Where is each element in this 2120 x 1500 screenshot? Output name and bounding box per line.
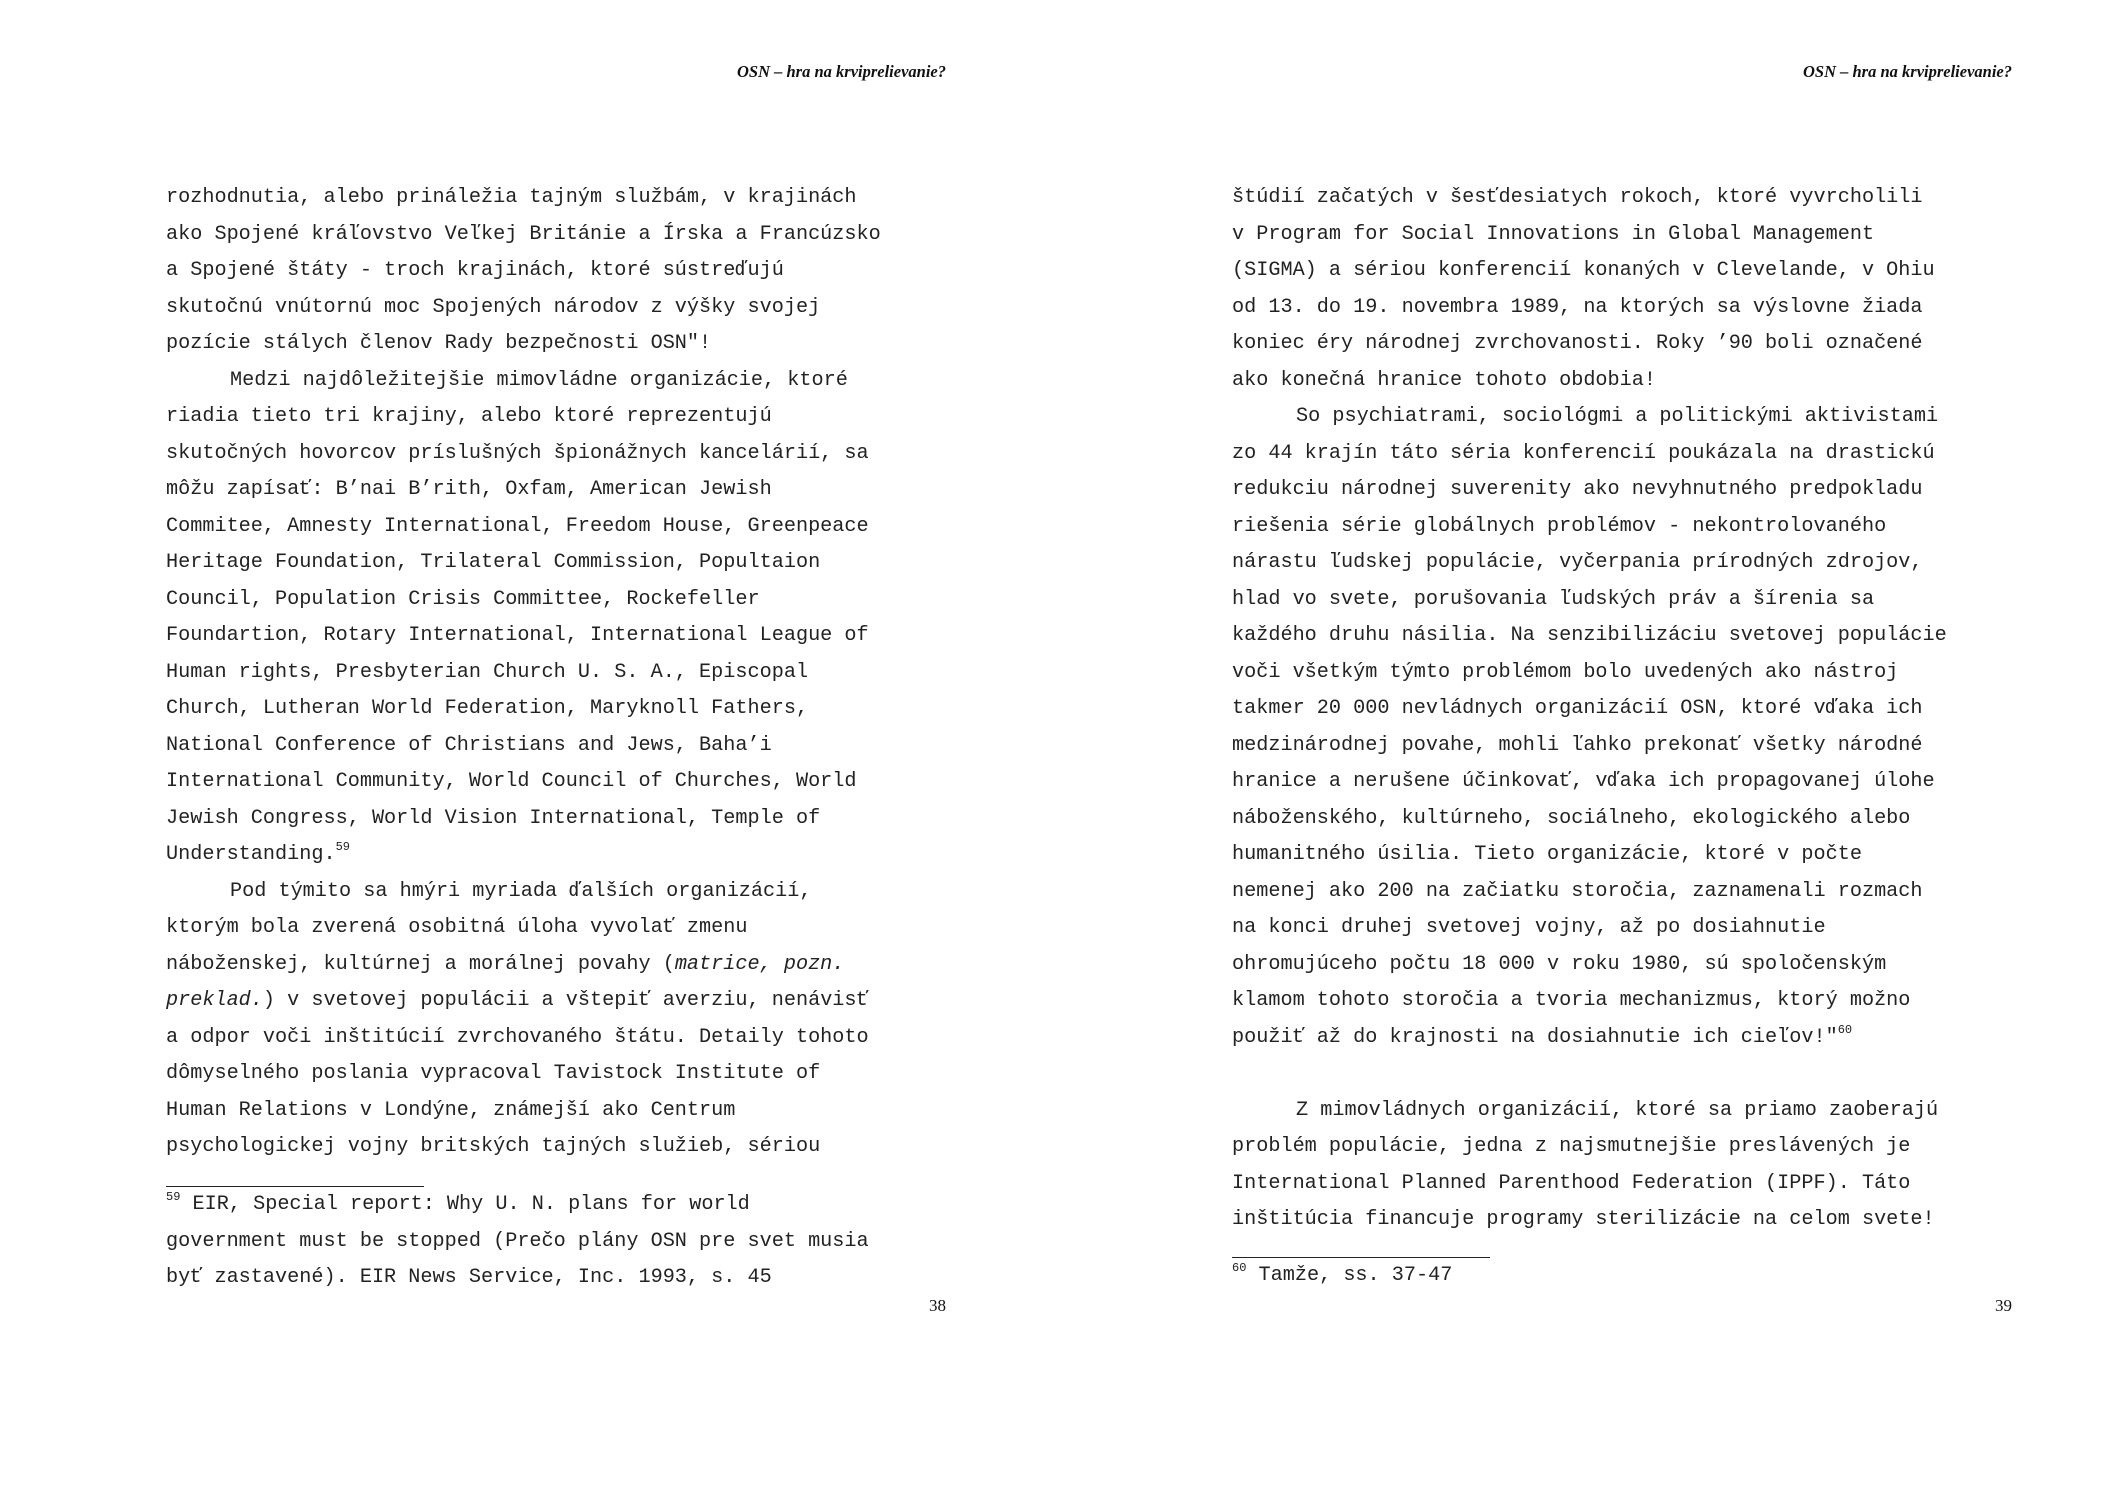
text-line: Jewish Congress, World Vision International, Temple of xyxy=(166,806,821,830)
text-fragment: Understanding. xyxy=(166,843,336,866)
text-line: hlad vo svete, porušovania ľudských práv a šírenia sa xyxy=(1232,587,1875,611)
text-line: a odpor voči inštitúcií zvrchovaného štátu. Detaily tohoto xyxy=(166,1025,869,1049)
body-text xyxy=(1232,180,2012,1239)
text-line: Human Relations v Londýne, známejší ako Centrum xyxy=(166,1098,736,1122)
text-line: (SIGMA) a sériou konferencií konaných v Clevelande, v Ohiu xyxy=(1232,259,1935,282)
text-line: Heritage Foundation, Trilateral Commission, Popultaion xyxy=(166,551,821,574)
text-line: ohromujúceho počtu 18 000 v roku 1980, sú spoločenským xyxy=(1232,952,1887,976)
page-number: 39 xyxy=(1995,1296,2012,1315)
text-line: rozhodnutia, alebo prináležia tajným službám, v krajinách xyxy=(166,186,857,209)
text-line: riešenia série globálnych problémov - nekontrolovaného xyxy=(1232,514,1887,538)
footnote-text: Tamže, ss. 37-47 xyxy=(1246,1264,1453,1287)
footnote-number: 60 xyxy=(1232,1261,1247,1275)
text-line: International Community, World Council of Churches, World xyxy=(166,770,857,793)
text-fragment: náboženskej, kultúrnej a morálnej povahy ( xyxy=(166,952,675,976)
footnote xyxy=(1232,1258,2012,1295)
text-line: Medzi najdôležitejšie mimovládne organizácie, ktoré xyxy=(230,368,848,392)
text-line: redukciu národnej suverenity ako nevyhnutného predpokladu xyxy=(1232,478,1923,501)
footnote-reference[interactable]: 59 xyxy=(335,840,351,854)
page-number: 38 xyxy=(929,1296,946,1315)
text-line: klamom tohoto storočia a tvoria mechanizmus, ktorý možno xyxy=(1232,989,1911,1012)
text-line: So psychiatrami, sociológmi a politickými aktivistami xyxy=(1296,405,1939,428)
text-line: dômyselného poslania vypracoval Tavistock Institute of xyxy=(166,1062,821,1085)
text-line: pozície stálych členov Rady bezpečnosti OSN"! xyxy=(166,332,712,355)
text-line: psychologickej vojny britských tajných služieb, sériou xyxy=(166,1135,821,1158)
footnotes xyxy=(166,1187,946,1297)
text-line: ako Spojené kráľovstvo Veľkej Británie a Írska a Francúzsko xyxy=(166,222,881,246)
text-line: Foundartion, Rotary International, International League of xyxy=(166,624,869,647)
text-line: môžu zapísať: B’nai B’rith, Oxfam, American Jewish xyxy=(166,478,772,501)
text-line: Commitee, Amnesty International, Freedom House, Greenpeace xyxy=(166,514,869,538)
text-line: ako konečná hranice tohoto obdobia! xyxy=(1232,368,1657,392)
right-page xyxy=(1232,0,2012,1360)
running-head: OSN – hra na krviprelievanie? xyxy=(736,62,946,81)
footnote-text: byť zastavené). EIR News Service, Inc. 1993, s. 45 xyxy=(166,1266,772,1289)
text-line: medzinárodnej povahe, mohli ľahko prekonať všetky národné xyxy=(1232,733,1923,757)
text-line: na konci druhej svetovej vojny, až po dosiahnutie xyxy=(1232,916,1826,939)
text-line: problém populácie, jedna z najsmutnejšie preslávených je xyxy=(1232,1135,1911,1158)
text-line: International Planned Parenthood Federation (IPPF). Táto xyxy=(1232,1171,1911,1195)
italic-note: preklad. xyxy=(166,989,263,1012)
text-line: Pod týmito sa hmýri myriada ďalších organizácií, xyxy=(230,879,812,903)
text-line xyxy=(166,983,946,1020)
text-line: nárastu ľudskej populácie, vyčerpania prírodných zdrojov, xyxy=(1232,551,1923,574)
text-line: od 13. do 19. novembra 1989, na ktorých sa výslovne žiada xyxy=(1232,295,1923,319)
text-line xyxy=(166,947,946,984)
text-line: voči všetkým týmto problémom bolo uvedených ako nástroj xyxy=(1232,660,1899,684)
text-line: a Spojené štáty - troch krajinách, ktoré sústreďujú xyxy=(166,259,784,282)
footnote-text: EIR, Special report: Why U. N. plans for world xyxy=(180,1193,750,1216)
footnote-reference[interactable]: 60 xyxy=(1837,1022,1853,1037)
text-line: inštitúcia financuje programy sterilizácie na celom svete! xyxy=(1232,1208,1935,1231)
text-line: Human rights, Presbyterian Church U. S. A., Episcopal xyxy=(166,660,809,684)
running-head: OSN – hra na krviprelievanie? xyxy=(1802,62,2012,81)
footnote-number: 59 xyxy=(166,1190,181,1204)
footnote-text: government must be stopped (Prečo plány OSN pre svet musia xyxy=(166,1229,869,1253)
text-line: ktorým bola zverená osobitná úloha vyvolať zmenu xyxy=(166,916,748,939)
text-line: hranice a nerušene účinkovať, vďaka ich propagovanej úlohe xyxy=(1232,770,1935,793)
left-page xyxy=(166,0,946,1360)
body-text xyxy=(166,180,946,1166)
footnote xyxy=(166,1187,946,1224)
text-line: humanitného úsilia. Tieto organizácie, ktoré v počte xyxy=(1232,843,1862,866)
text-fragment: použiť až do krajnosti na dosiahnutie ich cieľov!" xyxy=(1232,1025,1838,1049)
text-line: National Conference of Christians and Jews, Baha’i xyxy=(166,733,772,757)
text-line: skutočnú vnútornú moc Spojených národov z výšky svojej xyxy=(166,295,821,319)
text-line: skutočných hovorcov príslušných špionážnych kancelárií, sa xyxy=(166,441,869,465)
italic-note: matrice, pozn. xyxy=(674,952,845,976)
text-line: nemenej ako 200 na začiatku storočia, zaznamenali rozmach xyxy=(1232,879,1923,903)
text-fragment: ) v svetovej populácii a vštepiť averziu, nenávisť xyxy=(262,989,869,1012)
paragraph-gap xyxy=(1232,1056,2012,1093)
text-line: zo 44 krajín táto séria konferencií poukázala na drastickú xyxy=(1232,441,1935,465)
text-line: koniec éry národnej zvrchovanosti. Roky ’90 boli označené xyxy=(1232,332,1923,355)
text-line: Church, Lutheran World Federation, Maryknoll Fathers, xyxy=(166,697,809,720)
text-line: štúdií začatých v šesťdesiatych rokoch, ktoré vyvrcholili xyxy=(1232,186,1923,209)
text-line xyxy=(166,837,946,874)
text-line: Council, Population Crisis Committee, Rockefeller xyxy=(166,587,760,611)
text-line: riadia tieto tri krajiny, alebo ktoré reprezentujú xyxy=(166,405,772,428)
text-line: takmer 20 000 nevládnych organizácií OSN, ktoré vďaka ich xyxy=(1232,697,1923,720)
footnotes xyxy=(1232,1258,2012,1295)
text-line: každého druhu násilia. Na senzibilizáciu svetovej populácie xyxy=(1232,624,1947,647)
text-line: v Program for Social Innovations in Global Management xyxy=(1232,222,1875,246)
text-line: náboženského, kultúrneho, sociálneho, ekologického alebo xyxy=(1232,806,1911,830)
text-line xyxy=(1232,1020,2012,1057)
text-line: Z mimovládnych organizácií, ktoré sa priamo zaoberajú xyxy=(1296,1098,1939,1122)
